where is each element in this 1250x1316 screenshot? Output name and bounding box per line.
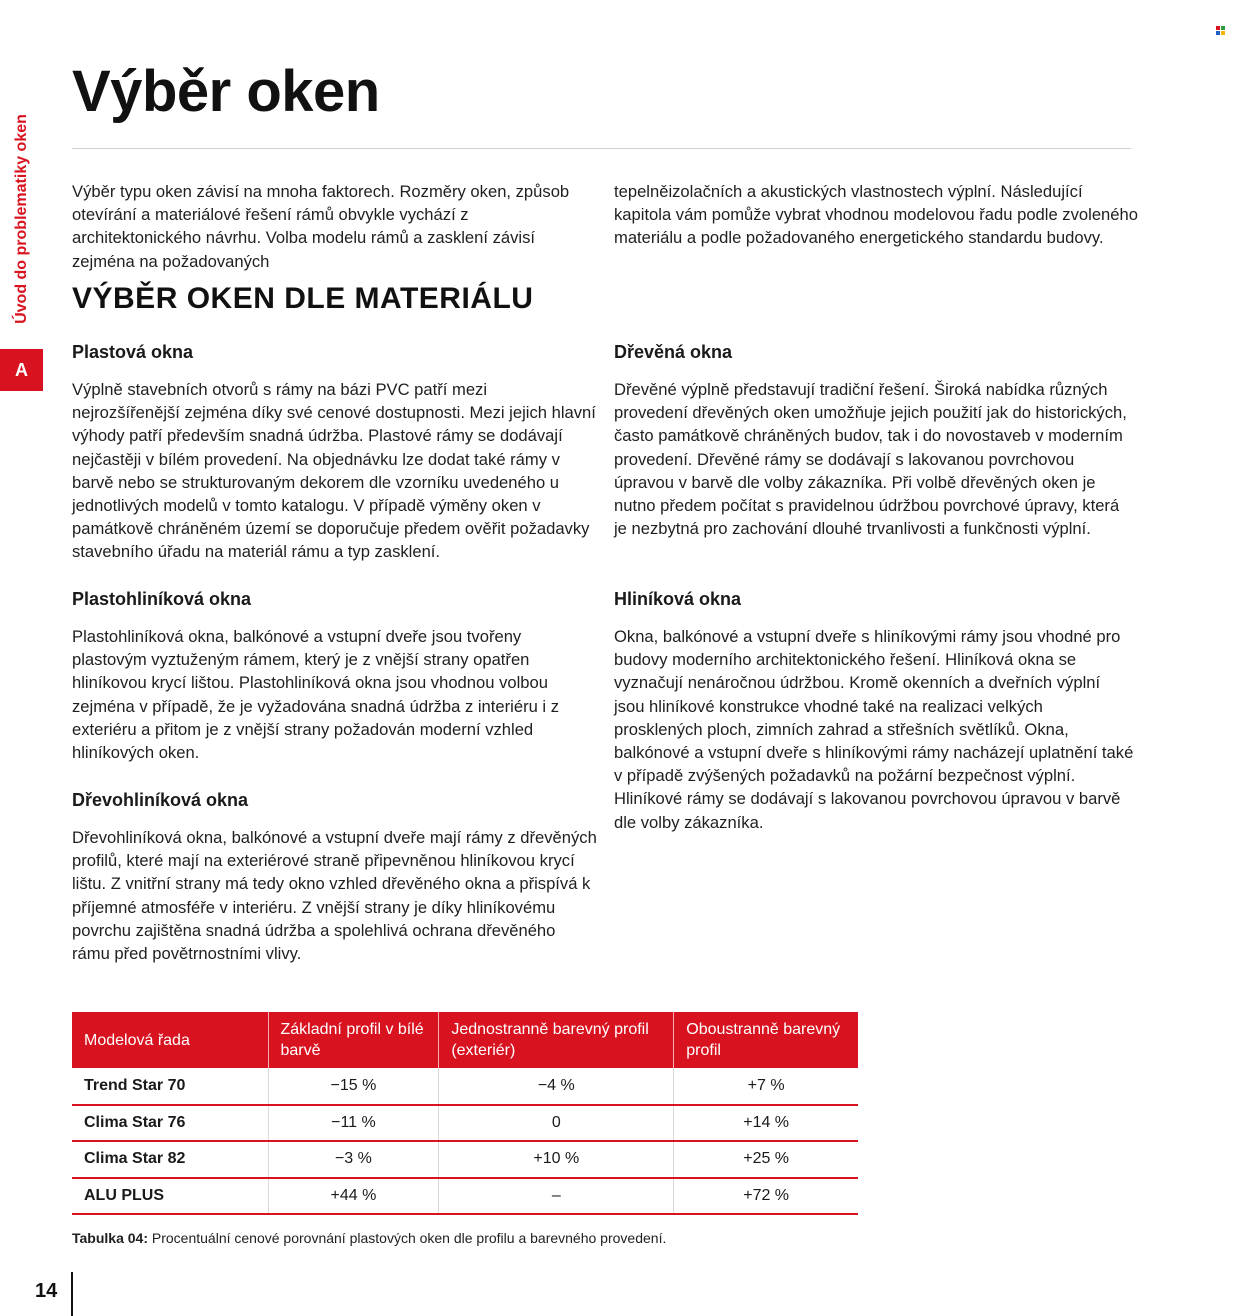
divider [72, 148, 1131, 149]
text-drevena: Dřevěné výplně představují tradiční řešení. Široká nabídka různých provedení dřevěných oken umožňuje jejich použití jak do historických, často památkově chráněných budov, tak i do novostaveb v moderním provedení. Dřevěné rámy se dodávají s lakovanou povrchovou úpravou v barvě dle volby zákazníka. Při volbě dřevěných oken je nutno předem počítat s pravidelnou údržbou povrchové úpravy, která je nezbytná pro zachování dlouhé trvanlivosti a funkčnosti výplní. [614, 380, 1127, 539]
table-header-cell: Základní profil v bílé barvě [268, 1012, 439, 1068]
caption-label: Tabulka 04: [72, 1230, 148, 1246]
heading-plastohlinikova: Plastohliníková okna [72, 589, 252, 609]
text-plastohlinikova: Plastohliníková okna, balkónové a vstupní dveře jsou tvořeny plastovým vyztuženým rámem, který je z vnější strany opatřen hliníkovou krycí lištou. Plastohliníková okna jsou vhodnou volbou zejména v případě, že je vyžadována snadná údržba z interiéru i z exteriéru a přitom je z vnější strany požadován moderní vzhled hliníkových oken. [72, 627, 560, 763]
table-cell-model: Clima Star 82 [72, 1141, 268, 1178]
table-cell: +72 % [674, 1178, 858, 1215]
table-cell: – [439, 1178, 674, 1215]
table-cell: −3 % [268, 1141, 439, 1178]
table-row [72, 1105, 858, 1142]
table-cell-model: Trend Star 70 [72, 1068, 268, 1105]
table-header-row [72, 1012, 858, 1068]
logo-icon [1216, 26, 1226, 36]
table-cell: 0 [439, 1105, 674, 1142]
intro-right: tepelněizolačních a akustických vlastnostech výplní. Následující kapitola vám pomůže vybrat vhodnou modelovou řadu podle zvoleného materiálu a podle požadovaného energetického standardu budovy. [614, 182, 1138, 248]
table-cell: −11 % [268, 1105, 439, 1142]
table-cell: −4 % [439, 1068, 674, 1105]
table-row [72, 1178, 858, 1215]
table-header-cell: Jednostranně barevný profil (exteriér) [439, 1012, 674, 1068]
heading-drevena: Dřevěná okna [614, 342, 733, 362]
table-row [72, 1068, 858, 1105]
heading-hlinikova: Hliníková okna [614, 589, 742, 609]
table-caption [72, 1230, 666, 1246]
table-header-cell: Oboustranně barevný profil [674, 1012, 858, 1068]
side-chapter-label [11, 108, 33, 330]
text-drevohlinikova: Dřevohliníková okna, balkónové a vstupní dveře mají rámy z dřevěných profilů, které mají na exteriérové straně připevněnou hliníkovou krycí lištu. Z vnitřní strany má tedy okno vzhled dřevěného okna a přispívá k příjemné atmosféře v interiéru. Z vnější strany je díky hliníkovému povrchu zajištěna snadná údržba a spolehlivá ochrana dřevěného rámu před povětrnostními vlivy. [72, 828, 597, 964]
text-plastova: Výplně stavebních otvorů s rámy na bázi PVC patří mezi nejrozšířenější zejména díky své cenové dostupnosti. Mezi jejich hlavní výhody patří především snadná údržba. Plastové rámy se dodávají nejčastěji v bílém provedení. Na objednávku lze dodat také rámy v barvě nebo se strukturovaným dekorem dle vzorníku uvedeného u jednotlivých modelů v tomto katalogu. V případě výměny oken v památkově chráněném území se doporučuje předem ověřit požadavky stavebního úřadu na materiál rámu a typ zasklení. [72, 380, 596, 562]
text-hlinikova: Okna, balkónové a vstupní dveře s hliníkovými rámy jsou vhodné pro budovy moderního architektonického řešení. Hliníková okna se vyznačují nenáročnou údržbou. Kromě okenních a dveřních výplní jsou hliníkové konstrukce vhodné také na realizaci velkých prosklených ploch, zimních zahrad a střešních světlíků. Okna, balkónové a vstupní dveře s hliníkovými rámy nacházejí uplatnění také v případě zvýšených požadavků na požární bezpečnost výplní. Hliníkové rámy se dodávají s lakovanou povrchovou úpravou v barvě dle volby zákazníka. [614, 627, 1134, 832]
heading-drevohlinikova: Dřevohliníková okna [72, 790, 249, 810]
table-cell: +7 % [674, 1068, 858, 1105]
section-title: VÝBĚR OKEN DLE MATERIÁLU [72, 282, 534, 315]
table-cell: +25 % [674, 1141, 858, 1178]
table-cell: −15 % [268, 1068, 439, 1105]
table-cell: +14 % [674, 1105, 858, 1142]
page-title: Výběr oken [72, 59, 380, 124]
chapter-tab: A [0, 349, 43, 391]
side-chapter-text: Úvod do problematiky oken [13, 114, 30, 324]
table-cell-model: Clima Star 76 [72, 1105, 268, 1142]
table-cell: +10 % [439, 1141, 674, 1178]
page-number: 14 [35, 1280, 58, 1302]
intro-left: Výběr typu oken závisí na mnoha faktorech. Rozměry oken, způsob otevírání a materiálové řešení rámů obvykle vychází z architektonického návrhu. Volba modelu rámů a zasklení závisí zejména na požadovaných [72, 182, 570, 271]
table-row [72, 1141, 858, 1178]
page-number-bar [71, 1272, 73, 1316]
table-cell: +44 % [268, 1178, 439, 1215]
heading-plastova: Plastová okna [72, 342, 194, 362]
table-header-cell: Modelová řada [72, 1012, 268, 1068]
caption-text: Procentuální cenové porovnání plastových oken dle profilu a barevného provedení. [151, 1230, 667, 1246]
table-cell-model: ALU PLUS [72, 1178, 268, 1215]
price-comparison-table [72, 1012, 858, 1215]
